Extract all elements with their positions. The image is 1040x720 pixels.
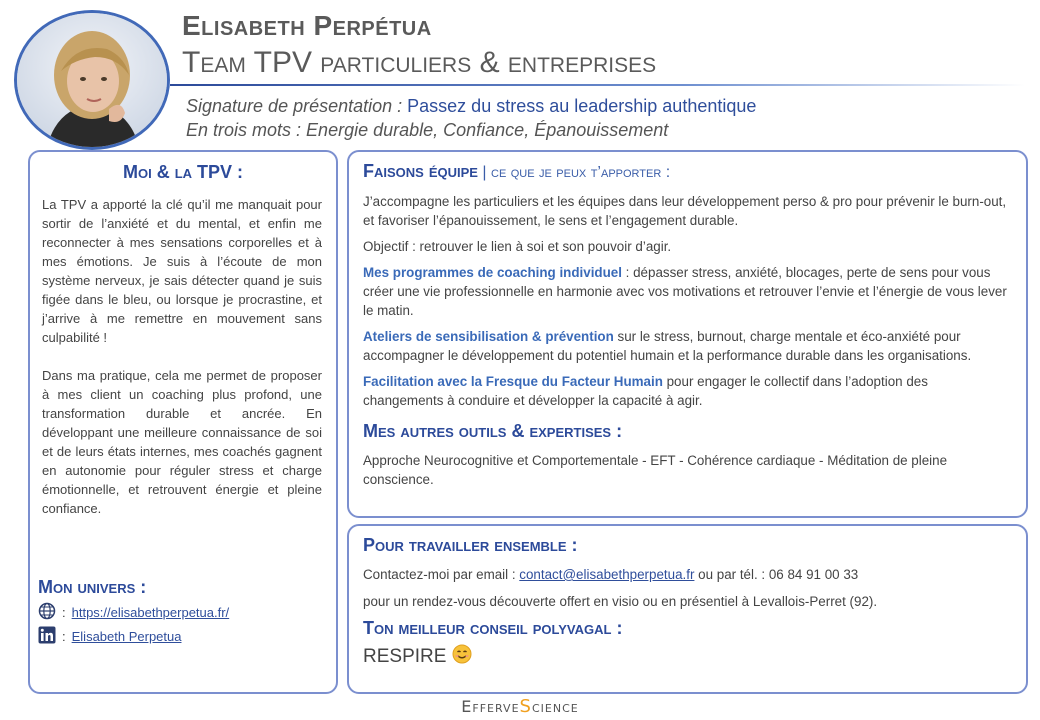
moi-tpv-panel	[28, 150, 338, 694]
person-name: Elisabeth Perpétua	[182, 10, 432, 41]
website-row	[38, 602, 229, 623]
linkedin-separator: :	[62, 629, 66, 644]
logo-part-2: S	[519, 696, 532, 717]
signature-value: Passez du stress au leadership authentique	[407, 96, 757, 116]
email-link[interactable]: contact@elisabethperpetua.fr	[519, 567, 695, 582]
globe-icon	[38, 602, 56, 623]
linkedin-row	[38, 626, 181, 647]
website-separator: :	[62, 605, 66, 620]
logo-part-1: Efferve	[461, 697, 520, 716]
coaching-text: : dépasser stress, anxiété, blocages, perte de sens pour vous créer une vie professionnelle en harmonie avec vos motivations et retrouver l’envie et l’énergie de vous lever le matin.	[363, 265, 1007, 318]
outils-text: Approche Neurocognitive et Comportementale - EFT - Cohérence cardiaque - Méditation de pleine conscience.	[363, 453, 948, 487]
faisons-equipe-title: Faisons équipe	[363, 161, 478, 181]
faisons-equipe-panel	[347, 150, 1028, 518]
moi-tpv-paragraph-2: Dans ma pratique, cela me permet de proposer à mes client un coaching plus profond, une transformation durable et ancrée. En développant une meilleure connaissance de soi et de leurs états internes, mes coachés gagnent en autonomie pour réguler stress et charge émotionnelle, et retrouvent énergie et pleine confiance.	[42, 368, 322, 516]
faisons-equipe-heading	[363, 162, 1012, 182]
ateliers-highlight: Ateliers de sensibilisation & prévention	[363, 329, 614, 344]
effervescience-logo	[0, 696, 1040, 717]
facilitation-paragraph	[363, 372, 1012, 410]
contact-line	[363, 565, 1012, 584]
intro-paragraph: J’accompagne les particuliers et les équipes dans leur développement perso & pro pour prévenir le burn-out, et favoriser l’épanouissement, le sens et l’engagement durable.	[363, 194, 1007, 228]
three-words-value: Energie durable, Confiance, Épanouissement	[306, 120, 669, 140]
objectif-paragraph: Objectif : retrouver le lien à soi et son pouvoir d’agir.	[363, 239, 672, 254]
coaching-highlight: Mes programmes de coaching individuel	[363, 265, 622, 280]
smile-emoji-icon	[452, 644, 472, 668]
three-words-line	[186, 120, 668, 141]
contact-title: Pour travailler ensemble :	[363, 535, 578, 555]
contact-panel	[347, 524, 1028, 694]
three-words-label: En trois mots :	[186, 120, 307, 140]
website-link[interactable]: https://elisabethperpetua.fr/	[71, 605, 230, 620]
linkedin-link[interactable]: Elisabeth Perpetua	[71, 629, 182, 644]
coaching-paragraph	[363, 263, 1012, 320]
rdv-line: pour un rendez-vous découverte offert en visio ou en présentiel à Levallois-Perret (92).	[363, 594, 878, 609]
respire-line	[363, 644, 1012, 668]
linkedin-icon	[38, 626, 56, 647]
contact-prefix: Contactez-moi par email :	[363, 567, 520, 582]
conseil-title: Ton meilleur conseil polyvagal :	[363, 618, 623, 638]
ateliers-text: sur le stress, burnout, charge mentale et éco-anxiété pour accompagner le développement du potentiel humain et la performance durable dans les organisations.	[363, 329, 972, 363]
facilitation-text: pour engager le collectif dans l’adoption des changements à conduire et développer la capacité à agir.	[363, 374, 928, 408]
moi-tpv-text	[42, 195, 322, 518]
moi-tpv-paragraph-1: La TPV a apporté la clé qu’il me manquait pour sortir de l’anxiété et du mental, et enfin me reconnecter à mes sensations corporelles et à mes émotions. Je suis à l’écoute de mon système nerveux, je sais détecter quand je suis figée dans le bleu, ou lorsque je procrastine, et j’arrive à me remettre en mouvement sans culpabilité !	[42, 197, 322, 345]
moi-tpv-title: Moi & la TPV :	[122, 162, 244, 182]
ateliers-paragraph	[363, 327, 1012, 365]
faisons-equipe-subtitle: | ce que je peux t’apporter :	[477, 164, 671, 181]
team-subtitle: Team TPV particuliers & entreprises	[182, 46, 657, 79]
logo-part-3: cience	[531, 697, 579, 716]
signature-label: Signature de présentation :	[186, 96, 408, 116]
header-divider	[170, 84, 1025, 86]
facilitation-highlight: Facilitation avec la Fresque du Facteur Humain	[363, 374, 663, 389]
outils-title: Mes autres outils & expertises :	[363, 421, 623, 441]
signature-line	[186, 96, 756, 117]
mon-univers-title: Mon univers :	[38, 577, 147, 597]
respire-text: RESPIRE	[363, 645, 447, 667]
contact-phone: ou par tél. : 06 84 91 00 33	[694, 567, 859, 582]
profile-photo	[14, 10, 170, 150]
